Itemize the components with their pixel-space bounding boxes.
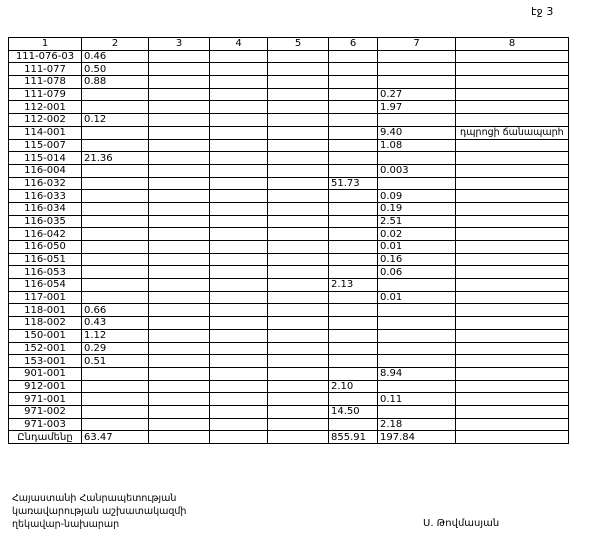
value-cell — [378, 177, 456, 190]
table-row — [9, 215, 569, 228]
table-row — [9, 101, 569, 114]
value-cell — [149, 355, 210, 368]
value-cell — [268, 114, 329, 127]
parcel-code-cell: 116-051 — [9, 253, 82, 266]
table-row — [9, 291, 569, 304]
value-cell — [210, 431, 268, 444]
value-cell — [378, 355, 456, 368]
value-cell — [329, 342, 378, 355]
value-cell — [456, 291, 569, 304]
value-cell — [268, 88, 329, 101]
value-cell — [149, 190, 210, 203]
value-cell — [329, 164, 378, 177]
value-cell — [210, 215, 268, 228]
value-cell — [456, 431, 569, 444]
value-cell — [378, 329, 456, 342]
value-cell — [456, 304, 569, 317]
value-cell — [149, 202, 210, 215]
value-cell — [82, 241, 149, 254]
parcel-code-cell: 150-001 — [9, 329, 82, 342]
value-cell — [268, 50, 329, 63]
value-cell: 0.43 — [82, 317, 149, 330]
value-cell — [456, 342, 569, 355]
value-cell — [82, 139, 149, 152]
parcel-code-cell: 114-001 — [9, 126, 82, 139]
table-row — [9, 228, 569, 241]
column-header: 6 — [329, 38, 378, 51]
total-row — [9, 431, 569, 444]
column-header: 1 — [9, 38, 82, 51]
value-cell — [456, 279, 569, 292]
value-cell: 0.29 — [82, 342, 149, 355]
value-cell — [268, 329, 329, 342]
value-cell: 0.02 — [378, 228, 456, 241]
value-cell: 9.40 — [378, 126, 456, 139]
table-row — [9, 177, 569, 190]
value-cell — [329, 317, 378, 330]
table-row — [9, 63, 569, 76]
value-cell — [210, 405, 268, 418]
value-cell — [210, 202, 268, 215]
parcel-code-cell: 118-002 — [9, 317, 82, 330]
note-text: դպրոցի ճանապարհ — [460, 126, 564, 138]
value-cell: 0.11 — [378, 393, 456, 406]
value-cell: 2.13 — [329, 279, 378, 292]
table-row — [9, 126, 569, 139]
value-cell — [456, 63, 569, 76]
value-cell — [268, 202, 329, 215]
value-cell — [456, 76, 569, 89]
value-cell — [210, 88, 268, 101]
value-cell — [149, 266, 210, 279]
parcel-code-cell: 116-042 — [9, 228, 82, 241]
value-cell: 0.09 — [378, 190, 456, 203]
value-cell — [149, 101, 210, 114]
value-cell — [329, 114, 378, 127]
value-cell — [149, 291, 210, 304]
value-cell — [149, 253, 210, 266]
value-cell — [210, 291, 268, 304]
value-cell: 2.10 — [329, 380, 378, 393]
table-row — [9, 317, 569, 330]
parcel-code-cell: 116-032 — [9, 177, 82, 190]
table-row — [9, 241, 569, 254]
value-cell — [456, 215, 569, 228]
value-cell — [210, 126, 268, 139]
value-cell — [149, 317, 210, 330]
value-cell — [329, 202, 378, 215]
parcel-code-cell: 901-001 — [9, 367, 82, 380]
value-cell — [268, 418, 329, 431]
value-cell — [149, 304, 210, 317]
value-cell — [268, 266, 329, 279]
value-cell — [329, 50, 378, 63]
value-cell — [456, 114, 569, 127]
value-cell — [149, 177, 210, 190]
table-row — [9, 418, 569, 431]
value-cell — [82, 393, 149, 406]
value-cell — [378, 152, 456, 165]
signatory-title-line-3: ղեկավար-նախարար — [12, 519, 120, 530]
value-cell — [210, 317, 268, 330]
value-cell — [149, 418, 210, 431]
value-cell: 51.73 — [329, 177, 378, 190]
table-row — [9, 279, 569, 292]
value-cell: 0.06 — [378, 266, 456, 279]
value-cell: 2.18 — [378, 418, 456, 431]
value-cell — [82, 164, 149, 177]
value-cell — [456, 139, 569, 152]
value-cell — [149, 114, 210, 127]
value-cell — [82, 380, 149, 393]
value-cell — [82, 228, 149, 241]
value-cell: 855.91 — [329, 431, 378, 444]
parcel-code-cell: 111-077 — [9, 63, 82, 76]
value-cell — [268, 367, 329, 380]
value-cell — [329, 63, 378, 76]
value-cell — [378, 342, 456, 355]
value-cell — [82, 126, 149, 139]
value-cell — [149, 367, 210, 380]
parcel-code-cell: 116-004 — [9, 164, 82, 177]
value-cell — [456, 380, 569, 393]
parcel-code-cell: 912-001 — [9, 380, 82, 393]
value-cell — [149, 279, 210, 292]
parcel-code-cell: 115-007 — [9, 139, 82, 152]
value-cell — [149, 215, 210, 228]
value-cell — [329, 190, 378, 203]
value-cell — [210, 367, 268, 380]
value-cell — [268, 76, 329, 89]
table-row — [9, 393, 569, 406]
value-cell — [268, 304, 329, 317]
value-cell — [210, 114, 268, 127]
value-cell — [378, 63, 456, 76]
value-cell — [268, 355, 329, 368]
table-row — [9, 152, 569, 165]
value-cell — [329, 126, 378, 139]
value-cell — [456, 177, 569, 190]
value-cell — [210, 342, 268, 355]
value-cell: 1.08 — [378, 139, 456, 152]
value-cell — [268, 190, 329, 203]
value-cell — [210, 164, 268, 177]
value-cell — [378, 380, 456, 393]
value-cell — [456, 228, 569, 241]
value-cell — [210, 241, 268, 254]
value-cell — [329, 152, 378, 165]
value-cell — [456, 418, 569, 431]
value-cell — [268, 177, 329, 190]
value-cell — [210, 228, 268, 241]
value-cell: 8.94 — [378, 367, 456, 380]
value-cell: 14.50 — [329, 405, 378, 418]
value-cell — [329, 215, 378, 228]
signatory-name: Ս. Թովմասյան — [423, 518, 500, 529]
value-cell — [329, 266, 378, 279]
parcel-code-cell: 153-001 — [9, 355, 82, 368]
value-cell — [149, 152, 210, 165]
value-cell — [268, 126, 329, 139]
value-cell — [456, 266, 569, 279]
value-cell — [149, 139, 210, 152]
value-cell — [456, 405, 569, 418]
value-cell — [378, 114, 456, 127]
value-cell — [456, 367, 569, 380]
value-cell — [329, 304, 378, 317]
signatory-title-line-1: Հայաստանի Հանրապետության — [12, 493, 177, 504]
value-cell — [149, 241, 210, 254]
parcel-code-cell: 118-001 — [9, 304, 82, 317]
value-cell — [82, 266, 149, 279]
value-cell — [268, 253, 329, 266]
value-cell — [268, 380, 329, 393]
value-cell — [82, 253, 149, 266]
parcel-code-cell: 971-002 — [9, 405, 82, 418]
parcel-code-cell: Ընդամենը — [9, 431, 82, 444]
value-cell — [268, 317, 329, 330]
value-cell — [82, 367, 149, 380]
value-cell — [329, 101, 378, 114]
value-cell — [210, 304, 268, 317]
value-cell: 63.47 — [82, 431, 149, 444]
table-row — [9, 380, 569, 393]
value-cell — [268, 228, 329, 241]
value-cell — [210, 152, 268, 165]
value-cell: 0.27 — [378, 88, 456, 101]
value-cell — [210, 177, 268, 190]
value-cell — [456, 101, 569, 114]
value-cell — [268, 405, 329, 418]
value-cell — [378, 76, 456, 89]
signatory-title — [12, 492, 186, 531]
parcel-code-cell: 116-054 — [9, 279, 82, 292]
table-row — [9, 266, 569, 279]
value-cell — [149, 164, 210, 177]
value-cell: 0.88 — [82, 76, 149, 89]
parcel-code-cell: 111-079 — [9, 88, 82, 101]
value-cell — [82, 101, 149, 114]
value-cell — [329, 228, 378, 241]
value-cell — [149, 126, 210, 139]
value-cell — [456, 88, 569, 101]
value-cell — [210, 329, 268, 342]
value-cell — [329, 291, 378, 304]
value-cell: 0.46 — [82, 50, 149, 63]
value-cell: 0.51 — [82, 355, 149, 368]
column-header: 3 — [149, 38, 210, 51]
value-cell — [329, 88, 378, 101]
value-cell — [456, 202, 569, 215]
column-header: 7 — [378, 38, 456, 51]
parcel-code-cell: 111-076-03 — [9, 50, 82, 63]
value-cell — [268, 279, 329, 292]
value-cell — [149, 405, 210, 418]
value-cell: 1.97 — [378, 101, 456, 114]
column-header: 2 — [82, 38, 149, 51]
table-row — [9, 114, 569, 127]
value-cell — [268, 291, 329, 304]
table-row — [9, 190, 569, 203]
value-cell — [82, 418, 149, 431]
parcel-code-cell: 152-001 — [9, 342, 82, 355]
value-cell — [268, 152, 329, 165]
value-cell — [210, 63, 268, 76]
value-cell — [329, 76, 378, 89]
parcel-code-cell: 116-053 — [9, 266, 82, 279]
value-cell — [456, 126, 569, 139]
value-cell — [82, 202, 149, 215]
value-cell: 1.12 — [82, 329, 149, 342]
value-cell — [456, 355, 569, 368]
value-cell: 0.12 — [82, 114, 149, 127]
value-cell — [329, 139, 378, 152]
value-cell — [268, 431, 329, 444]
value-cell: 0.01 — [378, 291, 456, 304]
table-row — [9, 405, 569, 418]
value-cell — [268, 342, 329, 355]
value-cell — [210, 355, 268, 368]
column-header: 8 — [456, 38, 569, 51]
table-row — [9, 202, 569, 215]
value-cell — [210, 380, 268, 393]
parcel-code-cell: 111-078 — [9, 76, 82, 89]
value-cell — [82, 279, 149, 292]
value-cell — [210, 418, 268, 431]
value-cell — [268, 101, 329, 114]
value-cell — [456, 190, 569, 203]
value-cell — [378, 405, 456, 418]
column-header: 4 — [210, 38, 268, 51]
value-cell — [149, 393, 210, 406]
value-cell — [210, 279, 268, 292]
value-cell — [210, 76, 268, 89]
value-cell: 0.003 — [378, 164, 456, 177]
value-cell — [329, 329, 378, 342]
value-cell: 2.51 — [378, 215, 456, 228]
value-cell — [456, 152, 569, 165]
value-cell — [149, 228, 210, 241]
table-row — [9, 88, 569, 101]
value-cell — [268, 393, 329, 406]
value-cell — [268, 63, 329, 76]
parcel-code-cell: 117-001 — [9, 291, 82, 304]
value-cell — [210, 393, 268, 406]
value-cell — [82, 291, 149, 304]
value-cell — [149, 342, 210, 355]
value-cell — [82, 88, 149, 101]
value-cell — [329, 418, 378, 431]
value-cell — [329, 355, 378, 368]
value-cell — [378, 279, 456, 292]
value-cell — [210, 139, 268, 152]
value-cell — [329, 253, 378, 266]
table-header-row — [9, 38, 569, 51]
table-row — [9, 355, 569, 368]
parcel-code-cell: 112-001 — [9, 101, 82, 114]
value-cell — [210, 253, 268, 266]
value-cell: 0.66 — [82, 304, 149, 317]
value-cell — [329, 241, 378, 254]
value-cell — [149, 329, 210, 342]
value-cell — [210, 50, 268, 63]
value-cell — [329, 393, 378, 406]
value-cell — [82, 405, 149, 418]
value-cell — [149, 380, 210, 393]
value-cell: 21.36 — [82, 152, 149, 165]
value-cell — [456, 253, 569, 266]
value-cell — [456, 164, 569, 177]
value-cell: 0.19 — [378, 202, 456, 215]
table-row — [9, 253, 569, 266]
value-cell — [149, 50, 210, 63]
table-row — [9, 342, 569, 355]
value-cell — [268, 164, 329, 177]
table-row — [9, 139, 569, 152]
value-cell — [456, 50, 569, 63]
value-cell — [149, 431, 210, 444]
parcel-code-cell: 112-002 — [9, 114, 82, 127]
signatory-title-line-2: կառավարության աշխատակազմի — [12, 506, 187, 517]
value-cell — [149, 88, 210, 101]
parcel-code-cell: 116-050 — [9, 241, 82, 254]
value-cell — [82, 177, 149, 190]
column-header: 5 — [268, 38, 329, 51]
value-cell — [378, 317, 456, 330]
value-cell: 197.84 — [378, 431, 456, 444]
parcel-code-cell: 971-003 — [9, 418, 82, 431]
value-cell — [210, 266, 268, 279]
value-cell — [456, 241, 569, 254]
value-cell: 0.16 — [378, 253, 456, 266]
parcel-code-cell: 116-033 — [9, 190, 82, 203]
parcel-code-cell: 115-014 — [9, 152, 82, 165]
value-cell — [378, 50, 456, 63]
value-cell — [210, 101, 268, 114]
parcel-code-cell: 971-001 — [9, 393, 82, 406]
table-row — [9, 50, 569, 63]
page-number: էջ 3 — [531, 5, 554, 18]
table-row — [9, 164, 569, 177]
value-cell — [378, 304, 456, 317]
value-cell — [456, 329, 569, 342]
value-cell — [329, 367, 378, 380]
value-cell — [210, 190, 268, 203]
value-cell — [268, 139, 329, 152]
value-cell — [268, 241, 329, 254]
parcel-code-cell: 116-035 — [9, 215, 82, 228]
parcel-code-cell: 116-034 — [9, 202, 82, 215]
table-row — [9, 329, 569, 342]
value-cell: 0.01 — [378, 241, 456, 254]
value-cell — [149, 76, 210, 89]
value-cell — [149, 63, 210, 76]
value-cell — [456, 317, 569, 330]
table-row — [9, 367, 569, 380]
value-cell — [268, 215, 329, 228]
value-cell — [82, 190, 149, 203]
table-row — [9, 304, 569, 317]
value-cell: 0.50 — [82, 63, 149, 76]
value-cell — [456, 393, 569, 406]
value-cell — [82, 215, 149, 228]
table-row — [9, 76, 569, 89]
land-parcel-table — [8, 37, 569, 444]
